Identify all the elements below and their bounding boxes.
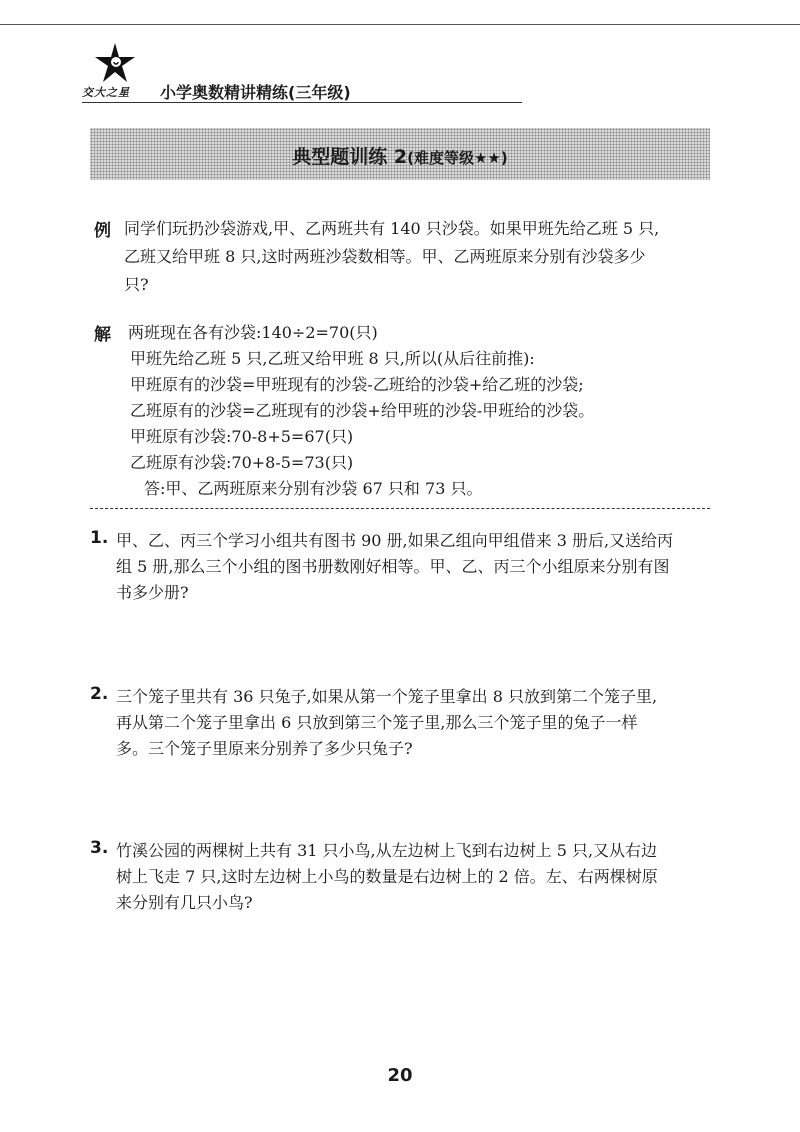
solution-line: 甲班原有沙袋:70-8+5=67(只)	[130, 427, 354, 446]
question-line: 甲、乙、丙三个学习小组共有图书 90 册,如果乙组向甲组借来 3 册后,又送给丙	[116, 531, 674, 550]
example-label: 例	[94, 221, 111, 241]
page-header	[82, 42, 522, 104]
example-line: 乙班又给甲班 8 只,这时两班沙袋数相等。甲、乙两班原来分别有沙袋多少	[124, 247, 646, 266]
section-title	[90, 142, 710, 169]
solution-line: 两班现在各有沙袋:140÷2=70(只)	[128, 323, 378, 342]
dashed-divider	[90, 508, 710, 509]
section-title-main: 典型题训练 2	[292, 146, 408, 168]
question-line: 组 5 册,那么三个小组的图书册数刚好相等。甲、乙、丙三个小组原来分别有图	[116, 557, 670, 576]
question-number: 3.	[90, 838, 109, 858]
book-title: 小学奥数精讲精练(三年级)	[160, 83, 351, 102]
question-line: 来分别有几只小鸟?	[116, 893, 253, 912]
solution-answer: 答:甲、乙两班原来分别有沙袋 67 只和 73 只。	[144, 479, 483, 498]
solution-label: 解	[94, 325, 111, 345]
solution-line: 乙班原有沙袋:70+8-5=73(只)	[130, 453, 354, 472]
header-rule	[82, 102, 522, 103]
star-logo-icon	[94, 42, 136, 84]
top-rule	[0, 24, 800, 25]
question-number: 1.	[90, 528, 109, 548]
question-line: 多。三个笼子里原来分别养了多少只兔子?	[116, 739, 413, 758]
question-line: 再从第二个笼子里拿出 6 只放到第三个笼子里,那么三个笼子里的兔子一样	[116, 713, 638, 732]
section-banner	[90, 128, 710, 180]
logo-text: 交大之星	[82, 86, 130, 99]
solution-line: 甲班原有的沙袋=甲班现有的沙袋-乙班给的沙袋+给乙班的沙袋;	[130, 375, 584, 394]
question-number: 2.	[90, 684, 109, 704]
solution-line: 甲班先给乙班 5 只,乙班又给甲班 8 只,所以(从后往前推):	[130, 349, 535, 368]
example-line: 只?	[124, 275, 149, 294]
logo	[82, 42, 142, 102]
solution-line: 乙班原有的沙袋=乙班现有的沙袋+给甲班的沙袋-甲班给的沙袋。	[130, 401, 595, 420]
question-line: 书多少册?	[116, 583, 189, 602]
difficulty-rating: (难度等级★★)	[407, 149, 508, 167]
question-line: 树上飞走 7 只,这时左边树上小鸟的数量是右边树上的 2 倍。左、右两棵树原	[116, 867, 658, 886]
page-number: 20	[387, 1065, 413, 1086]
question-line: 竹溪公园的两棵树上共有 31 只小鸟,从左边树上飞到右边树上 5 只,又从右边	[116, 841, 658, 860]
question-line: 三个笼子里共有 36 只兔子,如果从第一个笼子里拿出 8 只放到第二个笼子里,	[116, 687, 658, 706]
example-line: 同学们玩扔沙袋游戏,甲、乙两班共有 140 只沙袋。如果甲班先给乙班 5 只,	[124, 219, 660, 238]
